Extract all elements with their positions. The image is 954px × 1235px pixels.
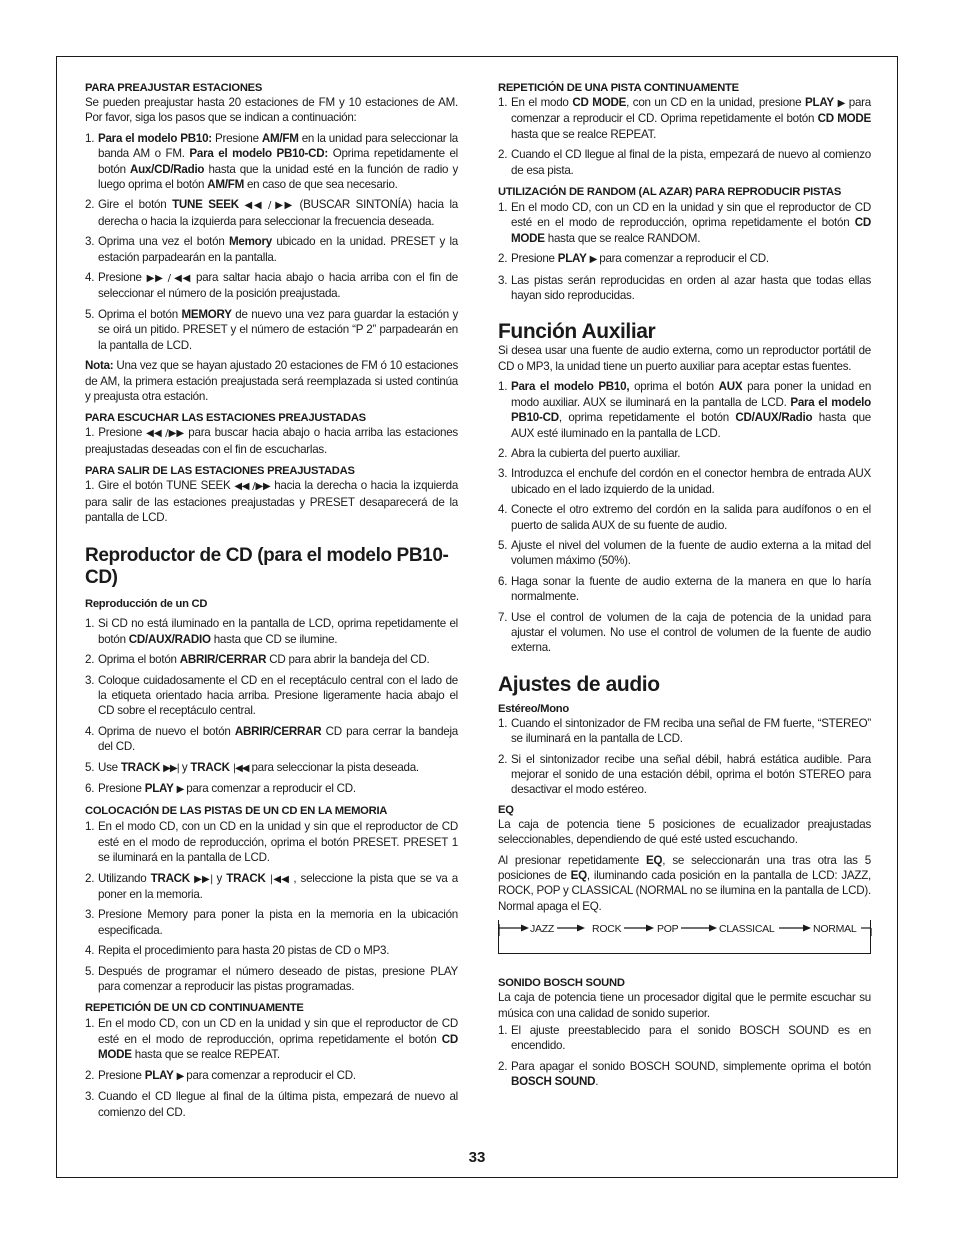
stereo-step-2: 2. Si el sintonizador recibe una señal débil, habrá estática audible. Para mejorar el sonido de una estación débil, oprima el botón STEREO para desactivar el modo estéreo.: [498, 752, 871, 797]
seek-icon: ◀◀ / ▶▶: [244, 200, 294, 212]
eq-mode-pop: POP: [657, 923, 679, 936]
memory-step-5: 5. Después de programar el número deseado de pistas, presione PLAY para comenzar a reproducir las pistas programadas.: [85, 964, 458, 994]
repeat-track-title: REPETICIÓN DE UNA PISTA CONTINUAMENTE: [498, 82, 739, 94]
page-frame: [56, 56, 898, 1178]
preset-step-2: 2. Gire el botón TUNE SEEK ◀◀ / ▶▶ (BUSCAR SINTONÍA) hacia la derecha o hacia la izquierda para seleccionar la frecuencia deseada.: [85, 198, 458, 228]
prev-track-icon: |◀◀: [269, 873, 290, 885]
eq-text-2: Al presionar repetidamente EQ, se seleccionarán una tras otra las 5 posiciones de EQ, iluminando cada posición en la pantalla de LCD: JAZZ, ROCK, POP y CLASSICAL (NORMAL no se ilumina en la pantalla de LCD). Normal apaga el EQ.: [498, 853, 872, 913]
bosch-intro: La caja de potencia tiene un procesador digital que le permite escuchar su música con una calidad de sonido superior.: [498, 991, 871, 1020]
seek-icon: ◀◀ /▶▶: [234, 481, 271, 493]
stereo-title: Estéreo/Mono: [498, 702, 569, 715]
bosch-steps: [498, 1023, 871, 1090]
repeat-cd-step-1: 1. En el modo CD, con un CD en la unidad y sin que el reproductor de CD esté en el modo de reproducción, oprima repetidamente el botón CD MODE hasta que se realce REPEAT.: [85, 1017, 458, 1062]
repeat-cd-steps: [85, 1016, 458, 1119]
cd-step-3: 3. Coloque cuidadosamente el CD en el receptáculo central con el lado de la etiqueta orientado hacia arriba. Presione ligeramente hacia abajo el CD sobre el receptáculo central.: [85, 673, 458, 718]
prev-track-icon: |◀◀: [232, 762, 249, 774]
eq-mode-normal: NORMAL: [813, 923, 857, 936]
aux-steps: [498, 379, 871, 656]
repeat-track-step-1: 1. En el modo CD MODE, con un CD en la unidad, presione PLAY ▶ para comenzar a reproducir el CD. Oprima repetidamente el botón CD MODE hasta que se realce REPEAT.: [498, 96, 871, 141]
repeat-cd-step-2: 2. Presione PLAY ▶ para comenzar a reproducir el CD.: [85, 1068, 356, 1082]
repeat-cd-step-3: 3. Cuando el CD llegue al final de la última pista, empezará de nuevo al comienzo del CD.: [85, 1090, 458, 1119]
eq-mode-classical: CLASSICAL: [719, 923, 775, 936]
eq-text-1: La caja de potencia tiene 5 posiciones de ecualizador preajustadas seleccionables, dependiendo de qué esté usted escuchando.: [498, 817, 871, 847]
repeat-track-steps: [498, 95, 871, 178]
aux-step-5: 5. Ajuste el nivel del volumen de la fuente de audio externa a la mitad del volumen máximo (50%).: [498, 538, 871, 568]
memory-steps: [85, 819, 458, 994]
memory-step-2: 2. Utilizando TRACK ▶▶| y TRACK |◀◀ , seleccione la pista que se va a poner en la memoria.: [85, 871, 459, 902]
seek-icon: ◀◀ /▶▶: [146, 428, 185, 440]
aux-step-6: 6. Haga sonar la fuente de audio externa de la manera en que lo haría normalmente.: [498, 574, 871, 604]
random-step-2: 2. Presione PLAY ▶ para comenzar a reproducir el CD.: [498, 252, 769, 266]
exit-title: PARA SALIR DE LAS ESTACIONES PREAJUSTADAS: [85, 465, 355, 478]
random-title: UTILIZACIÓN DE RANDOM (AL AZAR) PARA REPRODUCIR PISTAS: [498, 186, 842, 199]
stereo-steps: [498, 716, 871, 798]
eq-mode-rock: ROCK: [592, 923, 622, 936]
cd-step-6: 6. Presione PLAY ▶ para comenzar a reproducir el CD.: [85, 782, 356, 795]
listen-text: 1. Presione ◀◀ /▶▶ para buscar hacia abajo o hacia arriba las estaciones preajustadas deseadas con el fin de escucharlas.: [85, 426, 458, 456]
memory-title: COLOCACIÓN DE LAS PISTAS DE UN CD EN LA MEMORIA: [85, 805, 388, 818]
cd-steps: [85, 616, 458, 797]
preset-steps: [85, 131, 458, 353]
play-icon: ▶: [176, 1070, 184, 1082]
aux-step-4: 4. Conecte el otro extremo del cordón en la salida para audífonos o en el puerto de salida AUX de su fuente de audio.: [498, 503, 871, 532]
aux-step-2: 2. Abra la cubierta del puerto auxiliar.: [498, 446, 681, 460]
cd-step-2: 2. Oprima el botón ABRIR/CERRAR CD para abrir la bandeja del CD.: [85, 653, 430, 667]
stereo-step-1: 1. Cuando el sintonizador de FM reciba una señal de FM fuerte, “STEREO” se iluminará en la pantalla de LCD.: [498, 716, 871, 746]
play-icon: ▶: [837, 98, 846, 109]
preset-step-1: 1. Para el modelo PB10: Presione AM/FM en la unidad para seleccionar la banda AM o FM. Para el modelo PB10-CD: Oprima repetidamente el botón Aux/CD/Radio hasta que la unidad esté en la función de radio y luego oprima el botón AM/FM en caso de que sea necesario.: [85, 131, 458, 192]
repeat-track-step-2: 2. Cuando el CD llegue al final de la pista, empezará de nuevo al comienzo de esa pista.: [498, 148, 871, 177]
random-step-1: 1. En el modo CD, con un CD en la unidad y sin que el reproductor de CD esté en el modo de reproducción, oprima repetidamente el botón CD MODE hasta que se realce RANDOM.: [498, 201, 871, 245]
memory-step-3: 3. Presione Memory para poner la pista en la memoria en la ubicación especificada.: [85, 908, 458, 937]
listen-title: PARA ESCUCHAR LAS ESTACIONES PREAJUSTADAS: [85, 412, 366, 425]
aux-step-1: 1. Para el modelo PB10, oprima el botón AUX para poner la unidad en modo auxiliar. AUX se iluminará en la pantalla de LCD. Para el modelo PB10-CD, oprima repetidamente el botón CD/AUX/Radio hasta que AUX esté iluminado en la pantalla de LCD.: [498, 380, 872, 440]
cd-step-1: 1. Si CD no está iluminado en la pantalla de LCD, oprima repetidamente el botón CD/AUX/RADIO hasta que CD se ilumine.: [85, 617, 458, 646]
memory-step-4: 4. Repita el procedimiento para hasta 20 pistas de CD o MP3.: [85, 944, 390, 958]
preset-note: Nota: Una vez que se hayan ajustado 20 estaciones de FM ó 10 estaciones de AM, la primera estación preajustada será reemplazada si usted continúa y preajusta otra estación.: [85, 359, 458, 403]
random-step-3: 3. Las pistas serán reproducidas en orden al azar hasta que todas ellas hayan sido reproducidas.: [498, 273, 871, 303]
bosch-step-1: 1. El ajuste preestablecido para el sonido BOSCH SOUND es en encendido.: [498, 1024, 871, 1053]
right-column: [498, 81, 871, 1090]
preset-intro: Se pueden preajustar hasta 20 estaciones de FM y 10 estaciones de AM. Por favor, siga los pasos que se indican a continuación:: [85, 96, 458, 125]
repeat-cd-title: REPETICIÓN DE UN CD CONTINUAMENTE: [85, 1002, 304, 1015]
fwd-back-icon: ▶▶ / ◀◀: [146, 273, 192, 285]
preset-step-3: 3. Oprima una vez el botón Memory ubicado en la unidad. PRESET y la estación parpadearán en la pantalla.: [85, 235, 458, 264]
cd-step-4: 4. Oprima de nuevo el botón ABRIR/CERRAR CD para cerrar la bandeja del CD.: [85, 724, 459, 754]
bosch-title: SONIDO BOSCH SOUND: [498, 977, 625, 990]
next-track-icon: ▶▶|: [163, 762, 179, 774]
eq-mode-jazz: JAZZ: [530, 923, 555, 936]
audio-heading: Ajustes de audio: [498, 672, 660, 696]
preset-step-4: 4. Presione ▶▶ / ◀◀ para saltar hacia abajo o hacia arriba con el fin de seleccionar el número de la posición preajustada.: [85, 271, 458, 301]
memory-step-1: 1. En el modo CD, con un CD en la unidad y sin que el reproductor de CD esté en el modo de reproducción, oprima el botón PRESET. PRESET 1 se iluminará en la pantalla de LCD.: [85, 820, 458, 865]
exit-text: 1. Gire el botón TUNE SEEK ◀◀ /▶▶ hacia la derecha o hacia la izquierda para salir de las estaciones preajustadas y PRESET desaparecerá de la pantalla de LCD.: [85, 479, 459, 524]
aux-step-3: 3. Introduzca el enchufe del cordón en el conector hembra de entrada AUX ubicado en el lado izquierdo de la unidad.: [498, 467, 871, 496]
next-track-icon: ▶▶|: [194, 873, 213, 885]
eq-cycle-diagram: [498, 920, 871, 954]
preset-title: PARA PREAJUSTAR ESTACIONES: [85, 82, 263, 94]
page-number: 33: [468, 1149, 486, 1166]
cd-step-5: 5. Use TRACK ▶▶| y TRACK |◀◀ para seleccionar la pista deseada.: [85, 760, 419, 774]
play-icon: ▶: [176, 784, 184, 795]
preset-step-5: 5. Oprima el botón MEMORY de nuevo una vez para guardar la estación y se oirá un pitido. PRESET y el número de estación “P 2” parpadearán en la pantalla de LCD.: [85, 307, 458, 352]
cd-heading: Reproductor de CD (para el modelo PB10-CD): [85, 545, 449, 589]
random-steps: [498, 200, 871, 303]
left-column: [85, 81, 458, 1120]
eq-title: EQ: [498, 803, 514, 816]
play-icon: ▶: [589, 254, 597, 266]
bosch-step-2: 2. Para apagar el sonido BOSCH SOUND, simplemente oprima el botón BOSCH SOUND.: [498, 1059, 871, 1089]
aux-step-7: 7. Use el control de volumen de la caja de potencia de la unidad para ajustar el volumen. No use el control de volumen de la fuente de audio externa.: [498, 610, 871, 655]
cd-play-title: Reproducción de un CD: [85, 598, 208, 611]
eq-cycle-svg: [499, 918, 872, 954]
aux-intro: Si desea usar una fuente de audio externa, como un reproductor portátil de CD o MP3, la unidad tiene un puerto auxiliar para aceptar estas fuentes.: [498, 344, 871, 373]
aux-heading: Función Auxiliar: [498, 320, 656, 344]
